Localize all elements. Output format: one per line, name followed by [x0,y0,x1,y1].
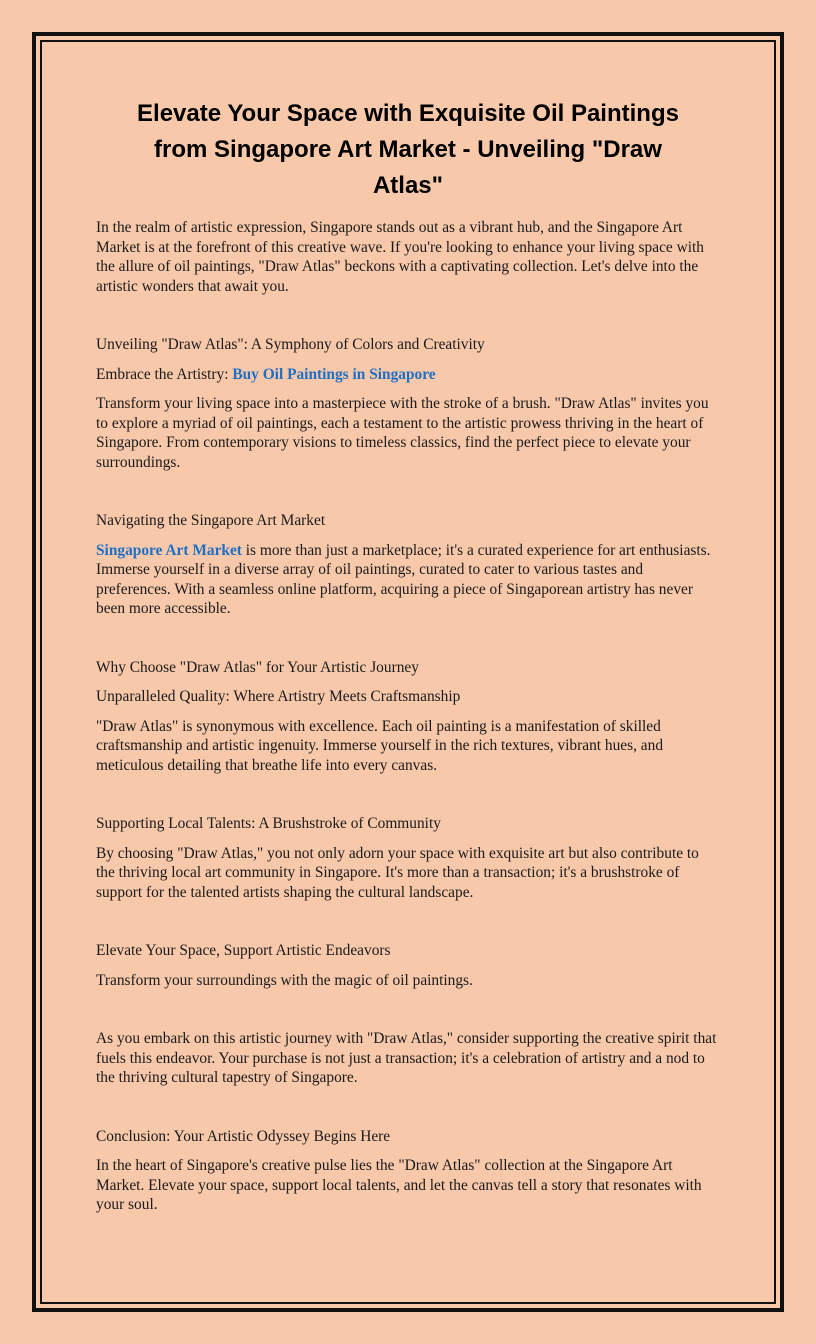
intro-paragraph: In the realm of artistic expression, Singapore stands out as a vibrant hub, and the Singapore Art Market is at the forefront of this creative wave. If you're looking to enhance your living space with the allure of oil paintings, "Draw Atlas" beckons with a captivating collection. Let's delve into the artistic wonders that await you. [96,219,704,295]
buy-oil-paintings-link[interactable]: Buy Oil Paintings in Singapore [232,365,436,383]
section1-subheading [96,365,720,385]
section1-heading: Unveiling "Draw Atlas": A Symphony of Colors and Creativity [96,336,485,353]
section3-subheading: Unparalleled Quality: Where Artistry Meets Craftsmanship [96,688,461,705]
section5-heading: Elevate Your Space, Support Artistic Endeavors [96,942,391,959]
section5-body2: As you embark on this artistic journey with "Draw Atlas," consider supporting the creative spirit that fuels this endeavor. Your purchase is not just a transaction; it's a celebration of artistry and a nod to the thriving cultural tapestry of Singapore. [96,1030,717,1086]
section1-sub-prefix: Embrace the Artistry: [96,365,233,383]
conclusion-body: In the heart of Singapore's creative pulse lies the "Draw Atlas" collection at the Singapore Art Market. Elevate your space, support local talents, and let the canvas tell a story that resonates with your soul. [96,1157,702,1213]
page-title: Elevate Your Space with Exquisite Oil Paintings from Singapore Art Market - Unveiling "Draw Atlas" [137,100,679,199]
section2-body [96,541,720,619]
singapore-art-market-link[interactable]: Singapore Art Market [96,541,242,559]
article [96,96,720,1215]
section3-body: "Draw Atlas" is synonymous with excellence. Each oil painting is a manifestation of skilled craftsmanship and artistic ingenuity. Immerse yourself in the rich textures, vibrant hues, and meticulous detailing that breathe life into every canvas. [96,717,664,774]
section2-body-text: is more than just a marketplace; it's a curated experience for art enthusiasts. Immerse yourself in a diverse array of oil paintings, curated to cater to various tastes and preferences. With a seamless online platform, acquiring a piece of Singaporean artistry has never been more accessible. [96,541,711,617]
section3-heading: Why Choose "Draw Atlas" for Your Artistic Journey [96,658,419,676]
section5-body: Transform your surroundings with the magic of oil paintings. [96,971,473,989]
section4-heading: Supporting Local Talents: A Brushstroke of Community [96,815,441,832]
section1-body: Transform your living space into a masterpiece with the stroke of a brush. "Draw Atlas" invites you to explore a myriad of oil paintings, each a testament to the artistic prowess thriving in the heart of Singapore. From contemporary visions to timeless classics, find the perfect piece to elevate your surroundings. [96,395,709,471]
section2-heading: Navigating the Singapore Art Market [96,512,326,529]
section4-body: By choosing "Draw Atlas," you not only adorn your space with exquisite art but also contribute to the thriving local art community in Singapore. It's more than a transaction; it's a brushstroke of support for the talented artists shaping the cultural landscape. [96,844,699,901]
conclusion-heading: Conclusion: Your Artistic Odyssey Begins Here [96,1127,391,1145]
